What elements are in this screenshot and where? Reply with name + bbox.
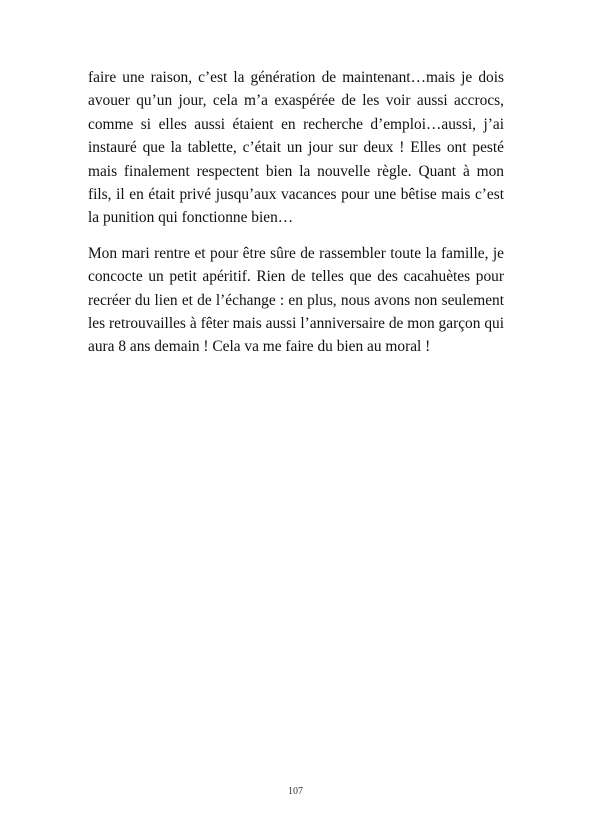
paragraph-1: faire une raison, c’est la génération de maintenant…mais je dois avouer qu’un jour, cela m’a exaspérée de les voir aussi accrocs, comme si elles aussi étaient en recherche d’emploi…aussi, j’ai instauré que la tablette, c’était un jour sur deux ! Elles ont pesté mais finalement respectent bien la nouvelle règle. Quant à mon fils, il en était privé jusqu’aux vacances pour une bêtise mais c’est la punition qui fonctionne bien… [88,69,504,227]
page-number: 107 [288,786,303,797]
paragraph-2: Mon mari rentre et pour être sûre de rassembler toute la famille, je concocte un petit apéritif. Rien de telles que des cacahuètes pour recréer du lien et de l’échange : en plus, nous avons non seulement les retrouvailles à fêter mais aussi l’anniversaire de mon garçon qui aura 8 ans demain ! Cela va me faire du bien au moral ! [88,244,504,356]
body-text [88,66,504,359]
